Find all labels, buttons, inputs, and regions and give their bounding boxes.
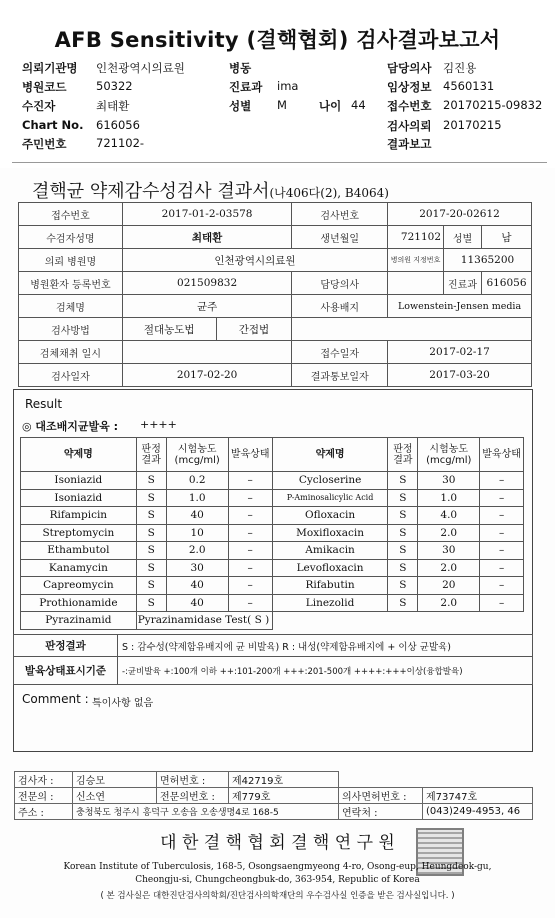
page-title: AFB Sensitivity (결핵협회) 검사결과보고서 bbox=[54, 28, 501, 52]
drug-result: S bbox=[136, 507, 166, 525]
drug-concentration: 30 bbox=[418, 542, 480, 560]
drug-concentration: 40 bbox=[166, 507, 228, 525]
drug-name: Capreomycin bbox=[21, 577, 137, 595]
field-label: 담당의사 bbox=[387, 61, 432, 75]
cell-label: 검사방법 bbox=[19, 318, 123, 341]
field-value: 20170215 bbox=[443, 118, 502, 132]
growth-criteria-label: 발육상태표시기준 bbox=[14, 657, 118, 685]
footer-table bbox=[14, 771, 533, 820]
cell-value bbox=[122, 341, 291, 364]
drug-growth: – bbox=[228, 594, 272, 612]
org-address-line2: Cheongju-si, Chungcheongbuk-do, 363-954, Republic of Korea bbox=[135, 875, 420, 885]
drug-concentration: 2.0 bbox=[418, 559, 480, 577]
report-title: 결핵균 약제감수성검사 결과서(나406다(2), B4064) bbox=[32, 181, 389, 202]
growth-value: ++++ bbox=[140, 418, 177, 431]
certification-note: ( 본 검사실은 대한진단검사의학회/진단검사의학재단의 우수검사실 인증을 받은 검사실입니다. ) bbox=[100, 891, 455, 901]
drug-concentration: 0.2 bbox=[166, 472, 228, 490]
drug-growth: – bbox=[228, 559, 272, 577]
col-header: 판정결과 bbox=[136, 438, 166, 472]
cell-label: 접수일자 bbox=[292, 341, 388, 364]
drug-result: S bbox=[388, 542, 418, 560]
field-label: 임상정보 bbox=[387, 80, 432, 94]
cell-label: 병원환자 등록번호 bbox=[19, 272, 123, 295]
cell-label: 검사일자 bbox=[19, 364, 123, 387]
drug-row bbox=[21, 577, 524, 595]
drug-growth: – bbox=[228, 577, 272, 595]
cell-label: 생년월일 bbox=[292, 226, 388, 249]
cell-value: 균주 bbox=[122, 295, 291, 318]
field-value: 20170215-09832 bbox=[443, 98, 543, 112]
drug-name: Kanamycin bbox=[21, 559, 137, 577]
drug-growth: – bbox=[228, 524, 272, 542]
footer-label: 의사면허번호 : bbox=[339, 788, 423, 804]
cell-value: 2017-01-2-03578 bbox=[122, 203, 291, 226]
drug-growth: – bbox=[480, 559, 524, 577]
drug-concentration: 1.0 bbox=[166, 489, 228, 507]
drug-result: S bbox=[136, 542, 166, 560]
judgement-label: 판정결과 bbox=[14, 635, 118, 657]
drug-growth: – bbox=[480, 507, 524, 525]
field-value: M bbox=[277, 98, 287, 112]
drug-growth: – bbox=[228, 542, 272, 560]
field-value: 721102- bbox=[96, 136, 145, 150]
cell-label: 성별 bbox=[444, 226, 482, 249]
pza-value: Pyrazinamidase Test( S ) bbox=[136, 612, 272, 630]
age-label: 나이 bbox=[319, 99, 342, 113]
comment-label: Comment : bbox=[22, 692, 89, 706]
footer-value: 제779호 bbox=[229, 788, 339, 804]
drug-growth: – bbox=[480, 542, 524, 560]
cell-label: 검체명 bbox=[19, 295, 123, 318]
footer-value: 충청북도 청주시 흥덕구 오송읍 오송생명4로 168-5 bbox=[73, 804, 339, 820]
drug-name: Amikacin bbox=[272, 542, 388, 560]
drug-row bbox=[21, 489, 524, 507]
field-value: 인천광역시의료원 bbox=[96, 61, 185, 75]
col-header: 발육상태 bbox=[228, 438, 272, 472]
field-value: 50322 bbox=[96, 79, 133, 93]
drug-name: Prothionamide bbox=[21, 594, 137, 612]
drug-result: S bbox=[388, 559, 418, 577]
drug-row bbox=[21, 594, 524, 612]
drug-concentration: 20 bbox=[418, 577, 480, 595]
cell-label: 접수번호 bbox=[19, 203, 123, 226]
comment-value: 특이사항 없음 bbox=[92, 698, 154, 709]
drug-concentration: 40 bbox=[166, 594, 228, 612]
drug-result: S bbox=[388, 594, 418, 612]
footer-label: 면허번호 : bbox=[157, 772, 229, 788]
drug-growth: – bbox=[228, 489, 272, 507]
drug-table bbox=[20, 437, 524, 630]
divider bbox=[12, 162, 547, 163]
drug-name: Linezolid bbox=[272, 594, 388, 612]
org-name-korean: 대 한 결 핵 협 회 결 핵 연 구 원 bbox=[160, 833, 395, 853]
cell-label: 수검자성명 bbox=[19, 226, 123, 249]
drug-concentration: 2.0 bbox=[166, 542, 228, 560]
cell-label: 결과통보일자 bbox=[292, 364, 388, 387]
drug-row bbox=[21, 559, 524, 577]
growth-criteria-value: -:균비발육 +:100개 이하 ++:101-200개 +++:201-500개 ++++:+++이상(융합발육) bbox=[118, 657, 533, 685]
drug-result: S bbox=[388, 489, 418, 507]
cell-label: 검체채취 일시 bbox=[19, 341, 123, 364]
field-label: 수진자 bbox=[22, 99, 56, 113]
col-header: 약제명 bbox=[21, 438, 137, 472]
cell-value: 2017-02-20 bbox=[122, 364, 291, 387]
cell-label: 검사번호 bbox=[292, 203, 388, 226]
col-header: 발육상태 bbox=[480, 438, 524, 472]
drug-result: S bbox=[388, 524, 418, 542]
cell-label: 의뢰 병원명 bbox=[19, 249, 123, 272]
growth-label: ◎ 대조배지균발육 : bbox=[22, 420, 119, 433]
drug-concentration: 30 bbox=[166, 559, 228, 577]
drug-name: P-Aminosalicylic Acid bbox=[272, 489, 388, 507]
drug-result: S bbox=[388, 507, 418, 525]
drug-result: S bbox=[136, 594, 166, 612]
field-label: 접수번호 bbox=[387, 99, 432, 113]
field-value: 최태환 bbox=[96, 99, 130, 113]
cell-value: 절대농도법 bbox=[122, 318, 216, 341]
field-value: 김진용 bbox=[443, 61, 477, 75]
cell-value: 2017-02-17 bbox=[388, 341, 532, 364]
footer-value: 제73747호 bbox=[423, 788, 533, 804]
drug-name: Rifampicin bbox=[21, 507, 137, 525]
footer-label: 연락처 : bbox=[339, 804, 423, 820]
result-label: Result bbox=[25, 397, 63, 411]
cell-value: 721102 bbox=[388, 226, 444, 249]
cell-label: 담당의사 bbox=[292, 272, 388, 295]
field-label: 의뢰기관명 bbox=[22, 61, 78, 75]
drug-concentration: 30 bbox=[418, 472, 480, 490]
footer-label: 주소 : bbox=[15, 804, 73, 820]
drug-growth: – bbox=[480, 472, 524, 490]
col-header: 시험농도(mcg/ml) bbox=[166, 438, 228, 472]
drug-name: Ethambutol bbox=[21, 542, 137, 560]
drug-concentration: 40 bbox=[166, 577, 228, 595]
drug-name: Levofloxacin bbox=[272, 559, 388, 577]
cell-value: 인천광역시의료원 bbox=[122, 249, 387, 272]
drug-growth: – bbox=[480, 594, 524, 612]
cell-value bbox=[388, 272, 444, 295]
drug-name: Streptomycin bbox=[21, 524, 137, 542]
drug-result: S bbox=[136, 559, 166, 577]
cell-value: 616056 bbox=[481, 272, 531, 295]
drug-name: Isoniazid bbox=[21, 489, 137, 507]
drug-growth: – bbox=[228, 472, 272, 490]
cell-label: 사용배지 bbox=[292, 295, 388, 318]
field-label: 결과보고 bbox=[387, 137, 432, 151]
footer-label: 검사자 : bbox=[15, 772, 73, 788]
judgement-value: S : 감수성(약제함유배지에 균 비발육) R : 내성(약제함유배지에 + 이상 균발육) bbox=[118, 635, 533, 657]
field-label: 성별 bbox=[229, 99, 252, 113]
field-value: ima bbox=[277, 79, 299, 93]
drug-row bbox=[21, 507, 524, 525]
drug-row bbox=[21, 524, 524, 542]
cell-value: Lowenstein-Jensen media bbox=[388, 295, 532, 318]
cell-value bbox=[292, 318, 532, 341]
cell-value: 021509832 bbox=[122, 272, 291, 295]
cell-label: 진료과 bbox=[444, 272, 482, 295]
field-label: 병동 bbox=[229, 61, 252, 75]
col-header: 판정결과 bbox=[388, 438, 418, 472]
col-header: 시험농도(mcg/ml) bbox=[418, 438, 480, 472]
drug-name: Rifabutin bbox=[272, 577, 388, 595]
field-label: 검사의뢰 bbox=[387, 119, 432, 133]
drug-result: S bbox=[136, 489, 166, 507]
drug-result: S bbox=[136, 472, 166, 490]
drug-growth: – bbox=[480, 489, 524, 507]
cell-value: 11365200 bbox=[444, 249, 532, 272]
footer-label: 전문의 : bbox=[15, 788, 73, 804]
cell-value: 최태환 bbox=[122, 226, 291, 249]
drug-growth: – bbox=[480, 524, 524, 542]
drug-name: Isoniazid bbox=[21, 472, 137, 490]
drug-row bbox=[21, 472, 524, 490]
cell-value: 남 bbox=[481, 226, 531, 249]
patient-info-table bbox=[18, 202, 532, 387]
footer-value: 제42719호 bbox=[229, 772, 339, 788]
drug-name: Cycloserine bbox=[272, 472, 388, 490]
drug-concentration: 2.0 bbox=[418, 524, 480, 542]
drug-name: Moxifloxacin bbox=[272, 524, 388, 542]
footer-value: 신소연 bbox=[73, 788, 157, 804]
age-value: 44 bbox=[351, 98, 366, 112]
drug-result: S bbox=[388, 472, 418, 490]
cell-label: 병의원 지정번호 bbox=[388, 249, 444, 272]
field-label: 주민번호 bbox=[22, 137, 67, 151]
org-address-line1: Korean Institute of Tuberculosis, 168-5, Osongsaengmyeong 4-ro, Osong-eup, Heungdeok-gu, bbox=[63, 862, 492, 872]
drug-growth: – bbox=[480, 577, 524, 595]
drug-result: S bbox=[136, 524, 166, 542]
field-value: 4560131 bbox=[443, 79, 495, 93]
col-header: 약제명 bbox=[272, 438, 388, 472]
drug-growth: – bbox=[228, 507, 272, 525]
field-label: Chart No. bbox=[22, 118, 84, 132]
field-value: 616056 bbox=[96, 118, 140, 132]
drug-result: S bbox=[388, 577, 418, 595]
drug-concentration: 10 bbox=[166, 524, 228, 542]
cell-value: 2017-03-20 bbox=[388, 364, 532, 387]
criteria-table bbox=[13, 634, 533, 685]
pza-name: Pyrazinamid bbox=[21, 612, 137, 630]
footer-value: (043)249-4953, 46 bbox=[423, 804, 533, 820]
drug-concentration: 4.0 bbox=[418, 507, 480, 525]
field-label: 병원코드 bbox=[22, 80, 67, 94]
drug-concentration: 1.0 bbox=[418, 489, 480, 507]
field-label: 진료과 bbox=[229, 80, 263, 94]
drug-result: S bbox=[136, 577, 166, 595]
footer-label: 전문의번호 : bbox=[157, 788, 229, 804]
drug-name: Ofloxacin bbox=[272, 507, 388, 525]
footer-value: 김승모 bbox=[73, 772, 157, 788]
drug-row bbox=[21, 542, 524, 560]
drug-concentration: 2.0 bbox=[418, 594, 480, 612]
cell-value: 간접법 bbox=[216, 318, 292, 341]
cell-value: 2017-20-02612 bbox=[388, 203, 532, 226]
